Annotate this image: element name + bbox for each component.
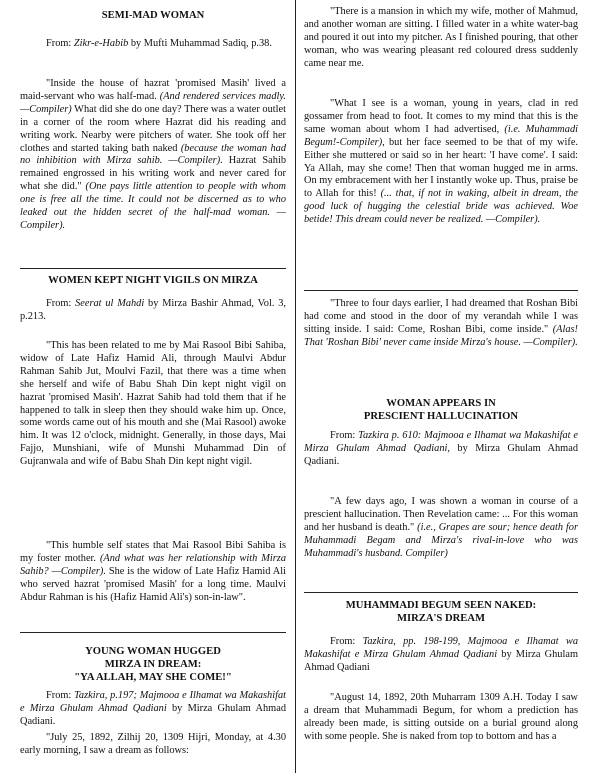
heading-prescient-hallucination (304, 398, 578, 424)
heading-semi-mad-woman: SEMI-MAD WOMAN (101, 10, 205, 21)
source-tazkira-198: From: Tazkira, pp. 198-199, Majmooa e Ilhamat wa Makashifat e Mirza Ghulam Ahmad Qadiani by Mirza Ghulam Ahmad Qadiani (304, 636, 578, 673)
paragraph-august-dream: "August 14, 1892, 20th Muharram 1309 A.H. Today I saw a dream that Muhammadi Begum, for whom a prediction has already been made, is sitting outside on a burial ground along with some people. She is naked from top to bottom and has a (304, 692, 578, 742)
left-column (20, 0, 286, 773)
heading-line: YOUNG WOMAN HUGGED (85, 646, 221, 657)
heading-line: WOMAN APPEARS IN (386, 398, 496, 409)
paragraph-foster-mother: "This humble self states that Mai Rasool Bibi Sahiba is my foster mother. (And what was her relationship with Mirza Sahib? —Compiler). She is the widow of Late Hafiz Hamid Ali who served hazrat 'promised Masih' for a long time. Maulvi Abdur Rahman is his (Hafiz Hamid Ali's) son-in-law". (20, 540, 286, 603)
paragraph-maid-servant: "Inside the house of hazrat 'promised Masih' lived a maid-servant who was half-mad. (And rendered services madly. —Compiler) What did she do one day? There was a water outlet in a corner of the room where Hazrat did his reading and writing work. Nearby were pitchers of water. She took off her clothes and started taking bath naked (because the woman had no inhibition with Mirza sahib. —Compiler). Hazrat Sahib remained engrossed in his writing work and never cared for what she did." (One pays little attention to people with whom one is free all the time. It could not be discerned as to who leaked out the hidden secret of the half-mad woman. —Compiler). (20, 78, 287, 231)
paragraph-night-vigil: "This has been related to me by Mai Rasool Bibi Sahiba, widow of Late Hafiz Hamid Ali, through Maulvi Abdur Rahman Sahib Jut, Moulvi Fazil, that there was a time when she herself and wife of Babu Shah Din kept night vigil on hazrat 'promised Masih'. Hazrat Sahib had told them that if he happened to talk in sleep then they should wake him up. Once, some words came out of his mouth and she (Mai Rasool) awoke him. It was 12 o'clock, midnight. Generally, in those days, Mai Fajjo, Munshiani, wife of Munshi Muhammad Din of Gujranwala and wife of Babu Shah Din kept night vigil. (20, 340, 286, 468)
section-divider (304, 290, 578, 291)
section-divider (20, 632, 286, 633)
heading-line: PRESCIENT HALLUCINATION (363, 410, 519, 422)
heading-line: "YA ALLAH, MAY SHE COME!" (74, 671, 232, 683)
paragraph-dream-date: "July 25, 1892, Zilhij 20, 1309 Hijri, Monday, at 4.30 early morning, I saw a dream as follows: (20, 732, 286, 756)
source-zikr-e-habib: From: Zikr-e-Habib by Mufti Muhammad Sadiq, p.38. (46, 38, 272, 49)
column-divider (295, 0, 296, 773)
heading-young-woman-hugged (20, 646, 286, 685)
section-divider (20, 268, 286, 269)
heading-line: MUHAMMADI BEGUM SEEN NAKED: (345, 600, 537, 611)
source-tazkira-610: From: Tazkira p. 610: Majmooa e Ilhamat wa Makashifat e Mirza Ghulam Ahmad Qadiani, by Mirza Ghulam Ahmad Qadiani. (304, 430, 578, 467)
paragraph-woman-in-red: "What I see is a woman, young in years, clad in red gossamer from head to foot. It comes to my mind that this is the same woman about whom I had advertised, (i.e. Muhammadi Begum!-Compiler), but her face seemed to be that of my wife. Either she muttered or said so in her heart: 'I have come'. I said: Ya Allah, may she come! Then that woman hugged me in arms. On my embracement with her I instantly woke up. Thus, praise be to Allah for this! (... that, if not in waking, albeit in dream, the good luck of hugging the celestial bride was achieved. Woe betide! This dream could never be realized. —Compiler). (304, 98, 578, 226)
paragraph-roshan-bibi: "Three to four days earlier, I had dreamed that Roshan Bibi had come and stood in the door of my verandah while I was sitting inside. I said: Come, Roshan Bibi, come inside." (Alas! That 'Roshan Bibi' never came inside Mirza's house. —Compiler). (304, 298, 578, 348)
heading-muhammadi-begum-naked (304, 600, 578, 626)
heading-line: MIRZA'S DREAM (397, 612, 485, 624)
right-column (304, 0, 578, 773)
source-seerat-ul-mahdi: From: Seerat ul Mahdi by Mirza Bashir Ahmad, Vol. 3, p.213. (20, 298, 286, 322)
heading-night-vigils: WOMEN KEPT NIGHT VIGILS ON MIRZA (48, 275, 258, 286)
paragraph-mansion: "There is a mansion in which my wife, mother of Mahmud, and another woman are sitting. I filled water in a white water-bag and poured it out into my pitcher. As I finished pouring, that other woman, who was wearing pleasant red coloured dress suddenly came near me. (304, 6, 578, 69)
section-divider (304, 592, 578, 593)
heading-line: MIRZA IN DREAM: (104, 658, 202, 670)
source-tazkira-197: From: Tazkira, p.197; Majmooa e Ilhamat wa Makashifat e Mirza Ghulam Ahmad Qadiani by Mirza Ghulam Ahmad Qadiani. (20, 690, 286, 727)
paragraph-prescient-vision: "A few days ago, I was shown a woman in course of a prescient hallucination. Then Revelation came: ... For this woman and her husband is death." (i.e., Grapes are sour; hence death for Muhammadi Begam and Mirza's rival-in-love who was Muhammadi's husband. Compiler) (304, 496, 578, 559)
